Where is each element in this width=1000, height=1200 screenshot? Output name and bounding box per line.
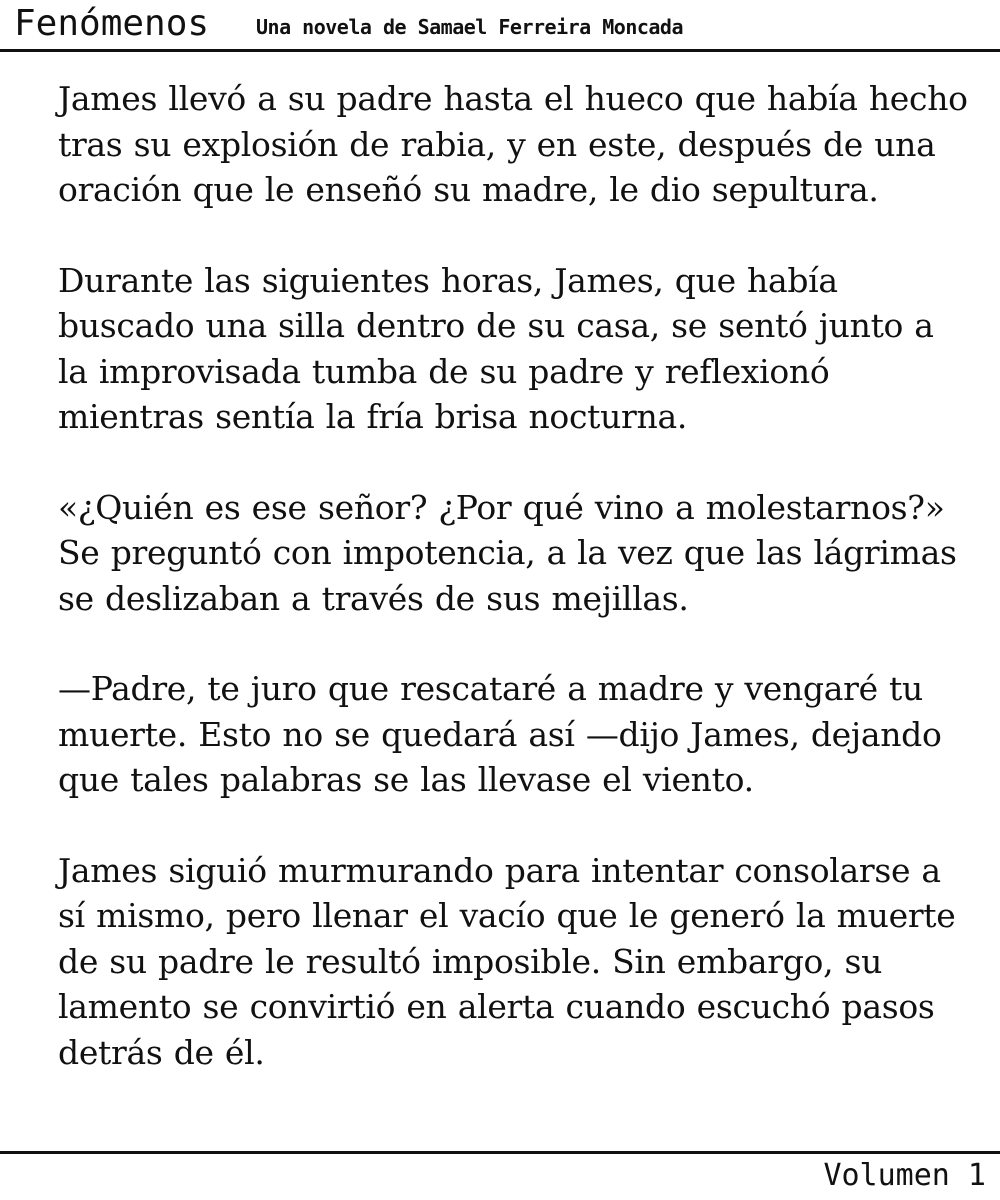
paragraph: —Padre, te juro que rescataré a madre y vengaré tu muerte. Esto no se quedará así —dijo James, dejando que tales palabras se las llevase el viento. [58, 669, 942, 799]
volume-label: Volumen 1 [823, 1158, 986, 1193]
book-title: Fenómenos [14, 3, 210, 44]
paragraph: Durante las siguientes horas, James, que había buscado una silla dentro de su casa, se sentó junto a la improvisada tumba de su padre y reflexionó mientras sentía la fría brisa nocturna. [58, 260, 934, 436]
paragraph: «¿Quién es ese señor? ¿Por qué vino a molestarnos?» Se preguntó con impotencia, a la vez que las lágrimas se deslizaban a través de sus mejillas. [58, 487, 957, 618]
book-subtitle: Una novela de Samael Ferreira Moncada [256, 15, 684, 39]
footer-divider [0, 1151, 1000, 1154]
page-header [0, 0, 1000, 52]
paragraph: James llevó a su padre hasta el hueco que había hecho tras su explosión de rabia, y en este, después de una oración que le enseñó su madre, le dio sepultura. [58, 79, 968, 209]
paragraph: James siguió murmurando para intentar consolarse a sí mismo, pero llenar el vacío que le generó la muerte de su padre le resultó imposible. Sin embargo, su lamento se convirtió en alerta cuando escuchó pasos detrás de él. [58, 850, 956, 1072]
page-body [58, 76, 970, 1120]
